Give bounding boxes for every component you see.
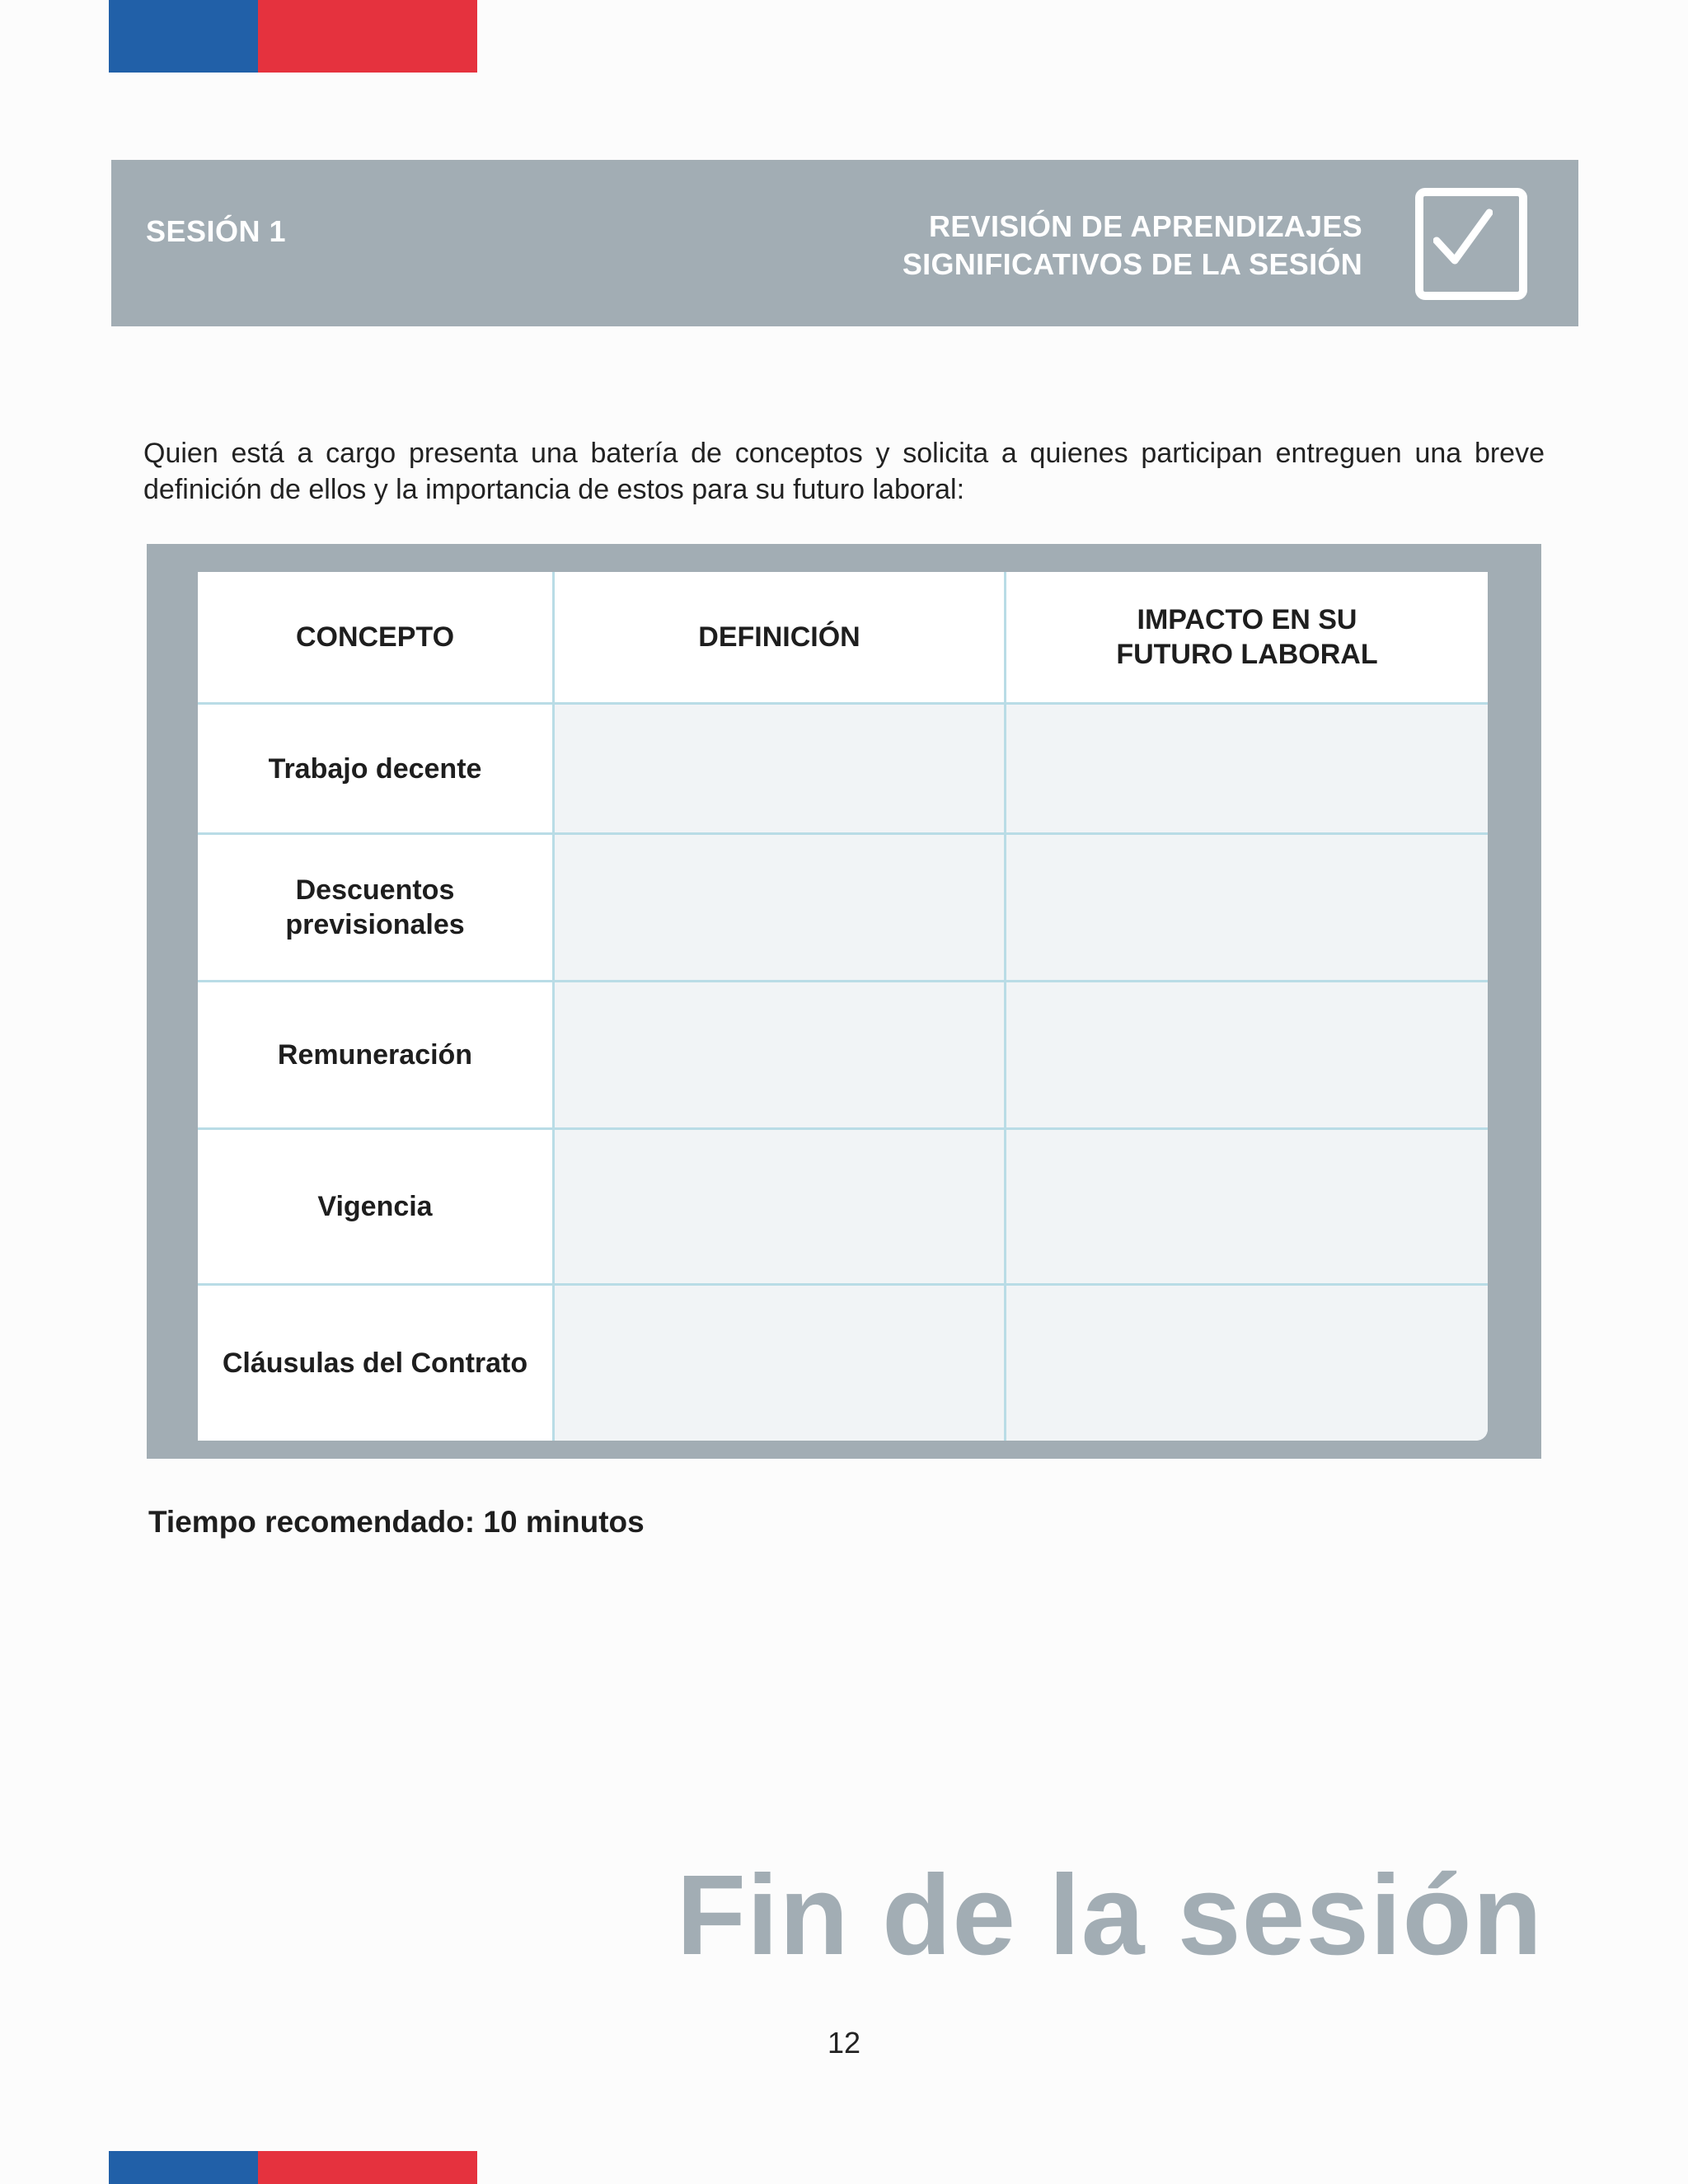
table-row bbox=[198, 834, 1488, 982]
definition-cell[interactable] bbox=[554, 1128, 1006, 1284]
page-number: 12 bbox=[827, 2026, 861, 2060]
section-title-line-2: SIGNIFICATIVOS DE LA SESIÓN bbox=[902, 247, 1362, 281]
header-impact-line-2: FUTURO LABORAL bbox=[1116, 639, 1378, 671]
concepts-table-frame bbox=[147, 544, 1541, 1459]
end-of-session-title: Fin de la sesión bbox=[676, 1852, 1543, 1979]
concept-label: Remuneración bbox=[277, 1038, 473, 1071]
flag-red-block bbox=[258, 2151, 477, 2184]
header-impact bbox=[1006, 572, 1489, 704]
flag-blue-block bbox=[109, 2151, 258, 2184]
definition-cell[interactable] bbox=[554, 704, 1006, 834]
flag-blue-block bbox=[109, 0, 258, 73]
concept-label: Descuentos bbox=[295, 874, 455, 907]
session-label: SESIÓN 1 bbox=[146, 214, 287, 248]
header-concept: CONCEPTO bbox=[198, 572, 554, 704]
recommended-time: Tiempo recomendado: 10 minutos bbox=[148, 1505, 645, 1539]
concept-cell bbox=[198, 982, 554, 1129]
table-header-row bbox=[198, 572, 1488, 704]
impact-cell[interactable] bbox=[1006, 982, 1489, 1129]
impact-cell[interactable] bbox=[1006, 834, 1489, 982]
impact-cell[interactable] bbox=[1006, 1285, 1489, 1441]
header-definition: DEFINICIÓN bbox=[554, 572, 1006, 704]
checkbox-checked-icon bbox=[1415, 188, 1527, 300]
concepts-table bbox=[198, 572, 1488, 1441]
definition-cell[interactable] bbox=[554, 982, 1006, 1129]
concept-label: Trabajo decente bbox=[268, 752, 482, 785]
concept-cell bbox=[198, 1285, 554, 1441]
flag-stripe-bottom bbox=[109, 2151, 477, 2184]
session-header-band bbox=[111, 160, 1578, 326]
definition-cell[interactable] bbox=[554, 1285, 1006, 1441]
concept-cell bbox=[198, 834, 554, 982]
table-row bbox=[198, 982, 1488, 1129]
header-impact-line-1: IMPACTO EN SU bbox=[1137, 604, 1357, 636]
table-row bbox=[198, 1285, 1488, 1441]
flag-red-block bbox=[258, 0, 477, 73]
concept-label: Cláusulas del Contrato bbox=[222, 1347, 528, 1380]
section-title bbox=[903, 208, 1362, 284]
flag-stripe-top bbox=[109, 0, 477, 73]
table-row bbox=[198, 1128, 1488, 1284]
section-title-line-1: REVISIÓN DE APRENDIZAJES bbox=[929, 209, 1362, 243]
concept-label: Vigencia bbox=[317, 1191, 433, 1223]
intro-paragraph: Quien está a cargo presenta una batería de conceptos y solicita a quienes participan entreguen una breve definición de ellos y la importancia de estos para su futuro laboral: bbox=[143, 438, 1545, 505]
concepts-table-inner bbox=[198, 572, 1488, 1441]
concept-cell bbox=[198, 1128, 554, 1284]
impact-cell[interactable] bbox=[1006, 704, 1489, 834]
table-row bbox=[198, 704, 1488, 834]
checkmark-icon bbox=[1433, 208, 1493, 267]
concept-cell bbox=[198, 704, 554, 834]
impact-cell[interactable] bbox=[1006, 1128, 1489, 1284]
concept-label-line-2: previsionales bbox=[285, 909, 465, 941]
definition-cell[interactable] bbox=[554, 834, 1006, 982]
